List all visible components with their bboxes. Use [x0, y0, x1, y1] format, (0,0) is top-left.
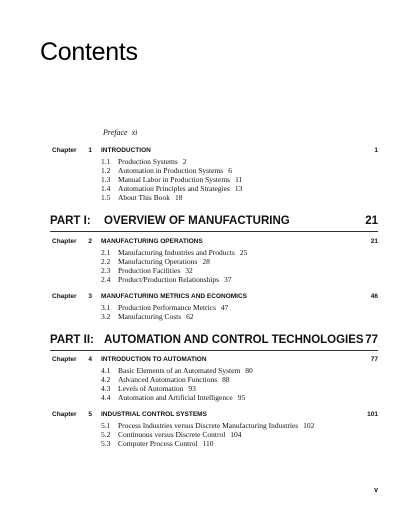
section-page: 13 [234, 184, 243, 193]
page-title: Contents [40, 38, 138, 66]
section-entry[interactable] [101, 275, 232, 284]
section-entry[interactable] [101, 375, 230, 384]
chapter-page: 46 [370, 293, 378, 300]
section-title: Product/Production Relationships [118, 275, 220, 284]
section-title: Manual Labor in Production Systems [118, 175, 231, 184]
section-page: 62 [186, 312, 194, 321]
section-entry[interactable] [101, 303, 228, 312]
chapter-title: INTRODUCTION TO AUTOMATION [101, 356, 207, 363]
section-entry[interactable] [101, 193, 182, 202]
chapter-title: INDUSTRIAL CONTROL SYSTEMS [101, 411, 207, 418]
chapter-title: MANUFACTURING OPERATIONS [101, 238, 203, 245]
chapter-number: 4 [88, 356, 92, 363]
part-page: 77 [365, 334, 378, 346]
section-page: 104 [230, 430, 242, 439]
preface-label: Preface [103, 128, 128, 137]
section-number: 2.4 [101, 275, 111, 284]
chapter-title: INTRODUCTION [101, 147, 151, 154]
section-page: 28 [202, 257, 210, 266]
section-title: Automation and Artificial Intelligence [118, 393, 233, 402]
section-title: Automation Principles and Strategies [118, 184, 230, 193]
chapter-page: 101 [367, 411, 378, 418]
section-number: 5.1 [101, 421, 111, 430]
preface-entry[interactable] [103, 128, 137, 137]
part-divider [50, 231, 378, 232]
section-title: Basic Elements of an Automated System [118, 366, 241, 375]
section-page: 95 [237, 393, 246, 402]
section-page: 80 [245, 366, 253, 375]
section-title: Production Facilities [118, 266, 181, 275]
section-title: Manufacturing Industries and Products [118, 248, 235, 257]
section-entry[interactable] [101, 248, 247, 257]
chapter-page: 1 [374, 147, 378, 154]
section-number: 1.2 [101, 166, 111, 175]
preface-page: xi [131, 128, 138, 137]
section-page: 2 [182, 157, 187, 166]
section-number: 1.5 [101, 193, 111, 202]
section-number: 1.4 [101, 184, 111, 193]
chapter-word: Chapter [52, 238, 77, 245]
part-label: PART I: [50, 215, 91, 227]
section-title: About This Book [118, 193, 170, 202]
part-title: OVERVIEW OF MANUFACTURING [104, 215, 290, 227]
section-entry[interactable] [101, 430, 242, 439]
section-entry[interactable] [101, 166, 232, 175]
chapter-title: MANUFACTURING METRICS AND ECONOMICS [101, 293, 248, 300]
section-title: Levels of Automation [118, 384, 184, 393]
chapter-page: 77 [370, 356, 378, 363]
chapter-word: Chapter [52, 356, 77, 363]
section-number: 4.2 [101, 375, 111, 384]
section-entry[interactable] [101, 439, 214, 448]
section-entry[interactable] [101, 421, 314, 430]
section-number: 4.4 [101, 393, 111, 402]
part-divider [50, 350, 378, 351]
section-number: 2.1 [101, 248, 111, 257]
chapter-page: 21 [370, 238, 378, 245]
chapter-number: 5 [88, 411, 92, 418]
section-entry[interactable] [101, 257, 210, 266]
section-entry[interactable] [101, 384, 196, 393]
section-entry[interactable] [101, 366, 253, 375]
section-number: 1.3 [101, 175, 111, 184]
section-page: 102 [303, 421, 315, 430]
part-page: 21 [365, 215, 378, 227]
part-title: AUTOMATION AND CONTROL TECHNOLOGIES [104, 334, 364, 346]
section-page: 93 [188, 384, 196, 393]
section-title: Process Industries versus Discrete Manufacturing Industries [118, 421, 299, 430]
chapter-number: 1 [88, 147, 92, 154]
section-number: 5.2 [101, 430, 111, 439]
section-number: 4.1 [101, 366, 111, 375]
section-number: 5.3 [101, 439, 111, 448]
section-page: 110 [202, 439, 214, 448]
section-title: Manufacturing Operations [118, 257, 198, 266]
section-page: 88 [222, 375, 230, 384]
section-number: 1.1 [101, 157, 111, 166]
chapter-word: Chapter [52, 147, 77, 154]
section-page: 6 [228, 166, 232, 175]
section-title: Advanced Automation Functions [118, 375, 218, 384]
section-number: 3.2 [101, 312, 111, 321]
section-entry[interactable] [101, 266, 193, 275]
section-entry[interactable] [101, 184, 242, 193]
section-entry[interactable] [101, 312, 194, 321]
section-page: 37 [224, 275, 232, 284]
section-entry[interactable] [101, 157, 187, 166]
chapter-word: Chapter [52, 411, 77, 418]
section-title: Automation in Production Systems [118, 166, 224, 175]
section-entry[interactable] [101, 393, 245, 402]
section-title: Computer Process Control [118, 439, 198, 448]
section-page: 11 [235, 175, 243, 184]
section-title: Continuous versus Discrete Control [118, 430, 226, 439]
section-number: 2.3 [101, 266, 111, 275]
section-number: 3.1 [101, 303, 111, 312]
chapter-word: Chapter [52, 293, 77, 300]
section-page: 25 [239, 248, 248, 257]
section-page: 47 [220, 303, 229, 312]
chapter-number: 3 [88, 293, 92, 300]
part-label: PART II: [50, 334, 94, 346]
section-page: 18 [174, 193, 183, 202]
section-number: 2.2 [101, 257, 111, 266]
chapter-number: 2 [88, 238, 92, 245]
section-title: Production Systems [118, 157, 178, 166]
section-number: 4.3 [101, 384, 111, 393]
section-title: Production Performance Metrics [118, 303, 216, 312]
section-entry[interactable] [101, 175, 242, 184]
section-title: Manufacturing Costs [118, 312, 182, 321]
section-page: 32 [185, 266, 193, 275]
page-folio: v [374, 487, 378, 494]
